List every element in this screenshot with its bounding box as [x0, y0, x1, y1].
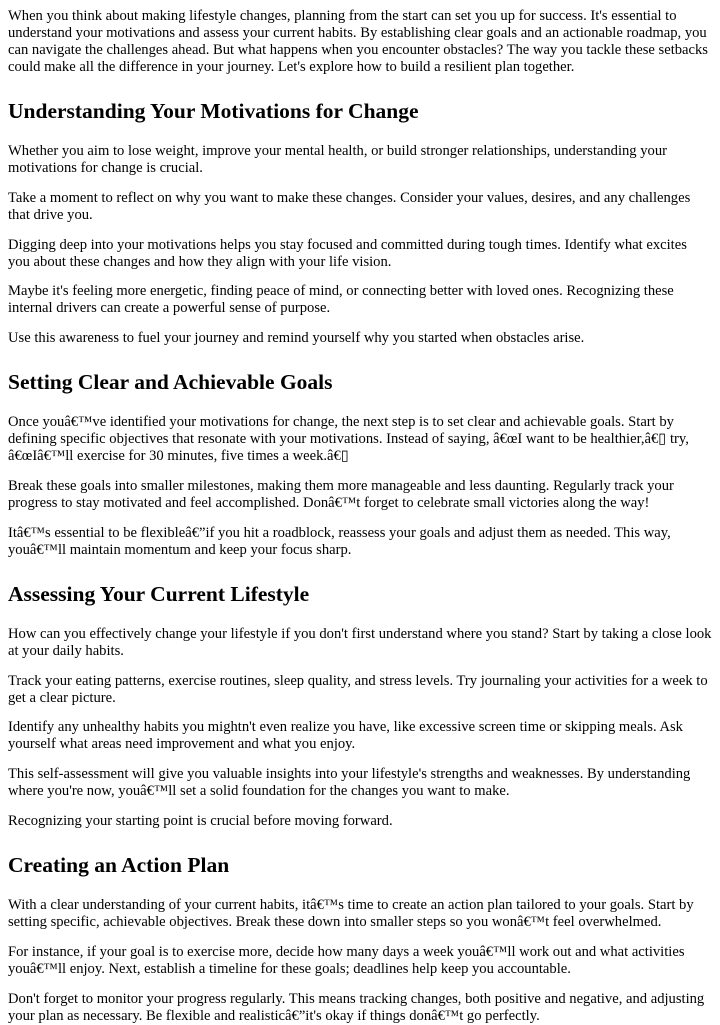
section-paragraph: Track your eating patterns, exercise routines, sleep quality, and stress levels. Try journaling your activities for a week to get a clear picture.: [8, 672, 708, 706]
section-paragraph: Whether you aim to lose weight, improve your mental health, or build stronger relationships, understanding your motivations for change is crucial.: [8, 143, 668, 176]
section-heading: Setting Clear and Achievable Goals: [8, 370, 333, 395]
section-paragraph: Take a moment to reflect on why you want to make these changes. Consider your values, desires, and any challenges that drive you.: [8, 189, 691, 223]
section-heading: Creating an Action Plan: [8, 852, 230, 877]
section-heading: Assessing Your Current Lifestyle: [8, 581, 310, 606]
intro-paragraph: When you think about making lifestyle changes, planning from the start can set you up for success. It's essential to understand your motivations and assess your current habits. By establishing clear goals and an actionable roadmap, you can navigate the challenges ahead. But what happens when you encounter obstacles? The way you tackle these setbacks could make all the difference in your journey. Let's explore how to build a resilient plan together.: [8, 8, 708, 75]
section-heading: Understanding Your Motivations for Change: [8, 99, 419, 123]
section-paragraph: This self-assessment will give you valuable insights into your lifestyle's strengths and weaknesses. By understanding where you're now, youâ€™ll set a solid foundation for the changes you want to make.: [8, 766, 691, 800]
section-goals: [8, 369, 712, 559]
section-motivations: [8, 98, 712, 347]
section-paragraph: Once youâ€™ve identified your motivations for change, the next step is to set clear and achievable goals. Start by defining specific objectives that resonate with your motivations. Instead of saying, â€œI want to be healthier,â€▯ try, â€œIâ€™ll exercise for 30 minutes, five times a week.â€▯: [8, 414, 689, 465]
section-paragraph: Maybe it's feeling more energetic, finding peace of mind, or connecting better with loved ones. Recognizing these internal drivers can create a powerful sense of purpose.: [8, 283, 674, 317]
section-paragraph: Don't forget to monitor your progress regularly. This means tracking changes, both positive and negative, and adjusting your plan as necessary. Be flexible and realisticâ€”it's okay if things donâ€™t go perfectly.: [8, 990, 705, 1024]
section-paragraph: Identify any unhealthy habits you mightn't even realize you have, like excessive screen time or skipping meals. Ask yourself what areas need improvement and what you enjoy.: [8, 719, 683, 753]
section-paragraph: Break these goals into smaller milestones, making them more manageable and less daunting. Regularly track your progress to stay motivated and feel accomplished. Donâ€™t forget to celebrate small victories along the way!: [8, 477, 674, 511]
section-paragraph: Itâ€™s essential to be flexibleâ€”if you hit a roadblock, reassess your goals and adjust them as needed. This way, youâ€™ll maintain momentum and keep your focus sharp.: [8, 524, 671, 558]
section-paragraph: For instance, if your goal is to exercise more, decide how many days a week youâ€™ll work out and what activities youâ€™ll enjoy. Next, establish a timeline for these goals; deadlines help keep you accountable.: [8, 943, 685, 977]
section-paragraph: How can you effectively change your lifestyle if you don't first understand where you stand? Start by taking a close look at your daily habits.: [8, 625, 712, 659]
section-paragraph: Use this awareness to fuel your journey and remind yourself why you started when obstacles arise.: [8, 330, 585, 347]
section-paragraph: With a clear understanding of your current habits, itâ€™s time to create an action plan tailored to your goals. Start by setting specific, achievable objectives. Break these down into smaller steps so you wonâ€™t feel overwhelmed.: [8, 896, 694, 930]
section-paragraph: Recognizing your starting point is crucial before moving forward.: [8, 812, 393, 829]
section-paragraph: Digging deep into your motivations helps you stay focused and committed during tough times. Identify what excites you about these changes and how they align with your life vision.: [8, 236, 687, 270]
section-action-plan: [8, 852, 712, 1025]
article: [0, 8, 720, 1025]
section-assessment: [8, 581, 712, 830]
